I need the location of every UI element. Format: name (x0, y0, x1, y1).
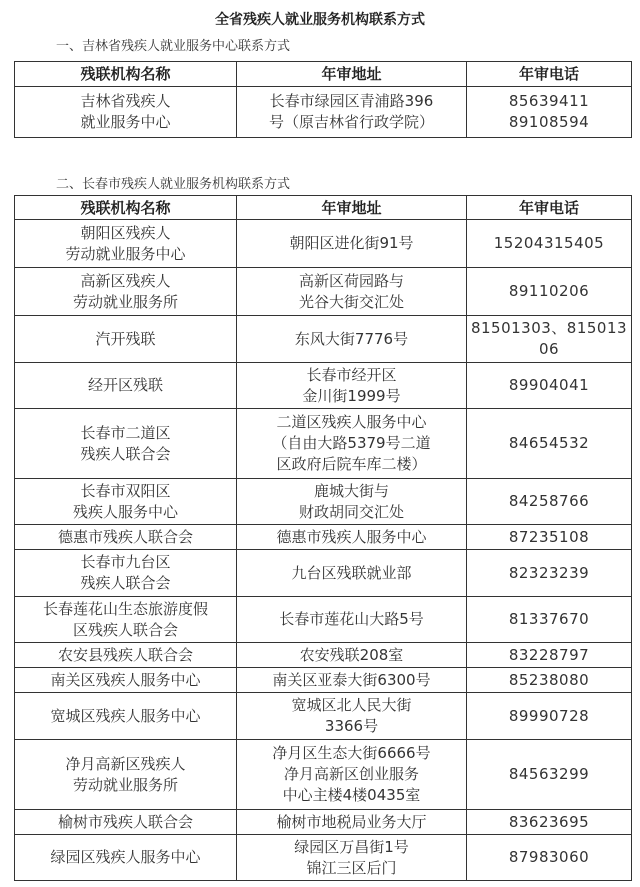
phone-cell: 89904041 (467, 363, 632, 409)
org-name-cell: 汽开残联 (15, 316, 237, 363)
org-name-cell: 朝阳区残疾人 劳动就业服务中心 (15, 220, 237, 268)
org-name-cell: 长春莲花山生态旅游度假 区残疾人联合会 (15, 597, 237, 643)
org-name-cell: 经开区残联 (15, 363, 237, 409)
table-row (15, 550, 632, 597)
page-title: 全省残疾人就业服务机构联系方式 (215, 12, 425, 28)
column-header-name: 残联机构名称 (15, 62, 237, 87)
address-cell: 朝阳区进化街91号 (237, 220, 467, 268)
org-name-cell: 绿园区残疾人服务中心 (15, 835, 237, 881)
section-heading-provincial: 一、吉林省残疾人就业服务中心联系方式 (56, 39, 291, 54)
phone-cell: 89110206 (467, 268, 632, 316)
phone-cell: 85238080 (467, 668, 632, 693)
phone-cell: 83228797 (467, 643, 632, 668)
address-cell: 农安残联208室 (237, 643, 467, 668)
org-name-cell: 净月高新区残疾人 劳动就业服务所 (15, 740, 237, 810)
address-cell: 绿园区万昌街1号 锦江三区后门 (237, 835, 467, 881)
table-row (15, 740, 632, 810)
address-cell: 宽城区北人民大街 3366号 (237, 693, 467, 740)
org-name-cell: 长春市二道区 残疾人联合会 (15, 409, 237, 479)
address-cell: 长春市莲花山大路5号 (237, 597, 467, 643)
table-header-row (15, 196, 632, 220)
phone-cell: 85639411 89108594 (467, 87, 632, 138)
column-header-address: 年审地址 (237, 196, 467, 220)
address-cell: 长春市经开区 金川街1999号 (237, 363, 467, 409)
org-name-cell: 吉林省残疾人 就业服务中心 (15, 87, 237, 138)
org-name-cell: 高新区残疾人 劳动就业服务所 (15, 268, 237, 316)
phone-cell: 84563299 (467, 740, 632, 810)
phone-cell: 15204315405 (467, 220, 632, 268)
org-name-cell: 榆树市残疾人联合会 (15, 810, 237, 835)
table-row (15, 316, 632, 363)
address-cell: 长春市绿园区青浦路396 号（原吉林省行政学院） (237, 87, 467, 138)
address-cell: 南关区亚泰大街6300号 (237, 668, 467, 693)
org-name-cell: 长春市九台区 残疾人联合会 (15, 550, 237, 597)
org-name-cell: 长春市双阳区 残疾人服务中心 (15, 479, 237, 525)
table-row (15, 220, 632, 268)
address-cell: 二道区残疾人服务中心 （自由大路5379号二道 区政府后院车库二楼） (237, 409, 467, 479)
address-cell: 高新区荷园路与 光谷大街交汇处 (237, 268, 467, 316)
phone-cell: 81337670 (467, 597, 632, 643)
changchun-contact-table (14, 195, 632, 881)
table-row (15, 835, 632, 881)
phone-cell: 82323239 (467, 550, 632, 597)
table-row (15, 268, 632, 316)
org-name-cell: 德惠市残疾人联合会 (15, 525, 237, 550)
column-header-address: 年审地址 (237, 62, 467, 87)
table-row (15, 668, 632, 693)
table-row (15, 693, 632, 740)
section-heading-changchun: 二、长春市残疾人就业服务机构联系方式 (56, 177, 291, 192)
table-row (15, 479, 632, 525)
table-row (15, 409, 632, 479)
table-row (15, 643, 632, 668)
table-header-row (15, 62, 632, 87)
phone-cell: 84258766 (467, 479, 632, 525)
org-name-cell: 宽城区残疾人服务中心 (15, 693, 237, 740)
table-row (15, 810, 632, 835)
phone-cell: 87235108 (467, 525, 632, 550)
phone-cell: 83623695 (467, 810, 632, 835)
table-row (15, 363, 632, 409)
org-name-cell: 农安县残疾人联合会 (15, 643, 237, 668)
table-row (15, 525, 632, 550)
phone-cell: 84654532 (467, 409, 632, 479)
table-row (15, 87, 632, 138)
column-header-name: 残联机构名称 (15, 196, 237, 220)
column-header-phone: 年审电话 (467, 62, 632, 87)
org-name-cell: 南关区残疾人服务中心 (15, 668, 237, 693)
provincial-contact-table (14, 61, 632, 138)
column-header-phone: 年审电话 (467, 196, 632, 220)
table-row (15, 597, 632, 643)
phone-cell: 89990728 (467, 693, 632, 740)
address-cell: 净月区生态大街6666号 净月高新区创业服务 中心主楼4楼0435室 (237, 740, 467, 810)
address-cell: 东风大街7776号 (237, 316, 467, 363)
address-cell: 德惠市残疾人服务中心 (237, 525, 467, 550)
address-cell: 九台区残联就业部 (237, 550, 467, 597)
address-cell: 榆树市地税局业务大厅 (237, 810, 467, 835)
address-cell: 鹿城大街与 财政胡同交汇处 (237, 479, 467, 525)
phone-cell: 87983060 (467, 835, 632, 881)
phone-cell: 81501303、815013 06 (467, 316, 632, 363)
